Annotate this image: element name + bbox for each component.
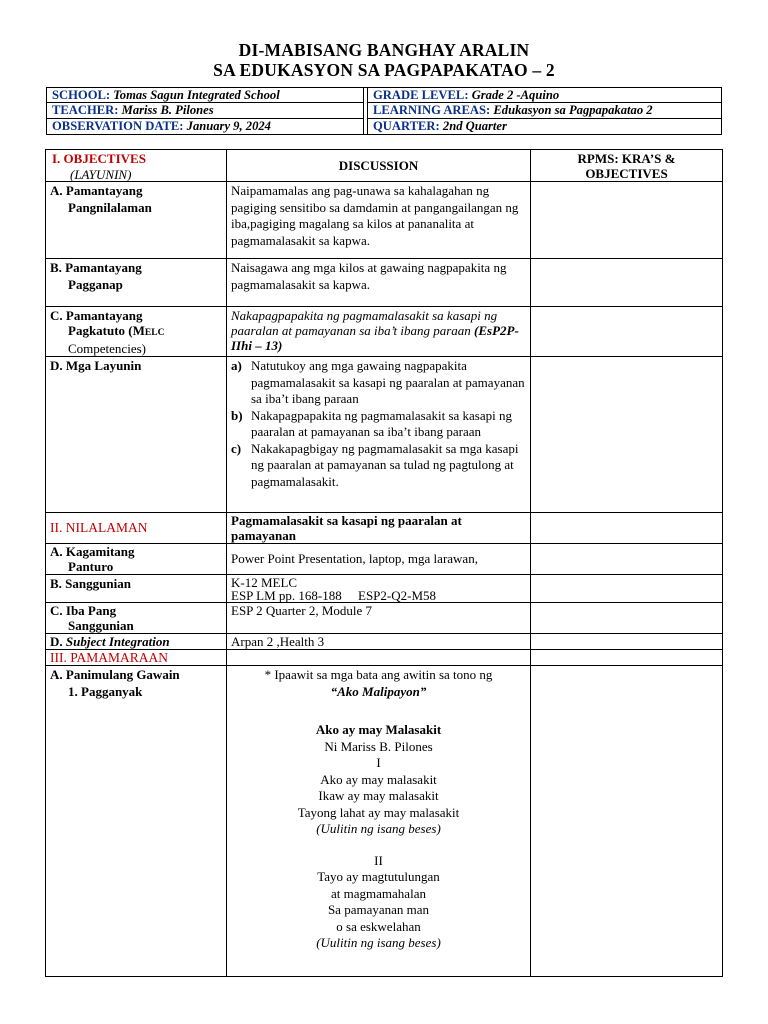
panimulang-label-2: 1. Pagganyak — [68, 683, 143, 699]
nilalaman-label-cell — [46, 513, 227, 544]
verse-2-line: Sa pamayanan man — [327, 902, 430, 917]
verse-1-line: Tayong lahat ay may malasakit — [297, 804, 460, 820]
objectives-header-cell — [46, 150, 227, 182]
pagkatuto-text: Nakapagpapakita ng pagmamalasakit sa kasapi ng paaralan at pamayanan sa iba’t ibang paraan — [231, 308, 498, 338]
table-header-row — [46, 150, 723, 182]
rpms-cell — [531, 544, 723, 575]
layunin-subheader: (LAYUNIN) — [70, 166, 132, 182]
pagkatuto-label-3: Competencies) — [68, 341, 146, 356]
quarter-label: QUARTER: — [373, 118, 440, 133]
pangnilalaman-label-2: Pangnilalaman — [68, 199, 152, 215]
quarter-row — [368, 119, 722, 134]
info-right-column — [367, 88, 722, 134]
list-item-marker: a) — [231, 358, 242, 373]
rpms-cell — [531, 307, 723, 357]
sanggunian-text-2: ESP LM pp. 168-188 ESP2-Q2-M58 — [231, 588, 437, 603]
table-row — [46, 357, 723, 513]
list-item — [231, 358, 526, 408]
date-value: January 9, 2024 — [186, 118, 271, 133]
pangnilalaman-label-cell — [46, 182, 227, 259]
rpms-cell — [531, 634, 723, 650]
rpms-cell — [531, 666, 723, 977]
areas-row — [368, 103, 722, 118]
verse-2-line: o sa eskwelahan — [336, 918, 421, 934]
layunin-list — [231, 358, 526, 490]
verse-1-repeat: (Uulitin ng isang beses) — [316, 821, 441, 836]
rpms-header-line-1: RPMS: KRA’S & — [577, 151, 676, 166]
table-row — [46, 634, 723, 650]
integration-label-cell — [46, 634, 227, 650]
table-row — [46, 513, 723, 544]
sanggunian-label: B. Sanggunian — [46, 575, 227, 603]
pagganap-label-cell — [46, 259, 227, 307]
rpms-header-line-2: OBJECTIVES — [585, 166, 668, 181]
areas-value: Edukasyon sa Pagpapakatao 2 — [493, 103, 653, 118]
rpms-cell — [531, 259, 723, 307]
pagkatuto-label-2b: ELC — [144, 328, 165, 338]
info-box — [46, 87, 722, 135]
table-row — [46, 307, 723, 357]
teacher-label: TEACHER: — [52, 103, 119, 118]
layunin-label: D. Mga Layunin — [46, 357, 227, 513]
panimulang-label-1: A. Panimulang Gawain — [50, 667, 180, 682]
verse-1-line: Ako ay may malasakit — [320, 771, 437, 787]
iba-pang-label-2: Sanggunian — [68, 617, 134, 633]
list-item-text: Nakapagpapakita ng pagmamalasakit sa kasapi ng paaralan at pamayanan sa iba’t ibang paraan — [251, 407, 512, 439]
rpms-cell — [531, 513, 723, 544]
pagkatuto-label-2: Pagkatuto (M — [68, 323, 145, 338]
kagamitan-label-2: Panturo — [68, 558, 114, 574]
verse-2-line: at magmamahalan — [331, 885, 426, 901]
verse-1-number: I — [376, 755, 381, 770]
iba-pang-label-1: C. Iba Pang — [50, 603, 117, 618]
list-item — [231, 408, 526, 441]
pamamaraan-label-cell — [46, 650, 227, 666]
table-row — [46, 650, 723, 666]
iba-pang-text: ESP 2 Quarter 2, Module 7 — [227, 603, 531, 634]
pamamaraan-empty-cell — [227, 650, 531, 666]
pagganap-label-2: Pagganap — [68, 276, 123, 292]
verse-2-repeat: (Uulitin ng isang beses) — [316, 935, 441, 950]
song-title: Ako ay may Malasakit — [315, 722, 442, 737]
pamamaraan-label: III. PAMAMARAAN — [50, 650, 169, 665]
rpms-cell — [531, 182, 723, 259]
date-row — [47, 119, 363, 134]
table-row — [46, 182, 723, 259]
school-label: SCHOOL: — [52, 88, 111, 102]
pagkatuto-label-1: C. Pamantayang — [50, 308, 143, 323]
kagamitan-label-cell — [46, 544, 227, 575]
table-row — [46, 259, 723, 307]
list-item-text: Natutukoy ang mga gawaing nagpapakita pagmamalasakit sa kasapi ng paaralan at pamayanan sa iba’t ibang paraan — [251, 358, 525, 406]
document-title-line-2: SA EDUKASYON SA PAGPAPAKATAO – 2 — [213, 60, 555, 80]
table-row — [46, 575, 723, 603]
date-label: OBSERVATION DATE: — [52, 118, 184, 133]
pagkatuto-code: (EsP2P- IIhi – 13) — [231, 323, 519, 353]
verse-1-line: Ikaw ay may malasakit — [318, 788, 439, 803]
rpms-cell — [531, 575, 723, 603]
teacher-row — [47, 103, 363, 118]
lesson-plan-table — [45, 149, 723, 977]
grade-value: Grade 2 -Aquino — [471, 88, 560, 102]
rpms-cell — [531, 650, 723, 666]
table-row — [46, 666, 723, 977]
sanggunian-cell — [227, 575, 531, 603]
list-item-text: Nakakapagbigay ng pagmamalasakit sa mga kasapi ng paaralan at pamayanan sa tulad ng pagtulong at pagmamalasakit. — [251, 440, 519, 489]
school-value: Tomas Sagun Integrated School — [113, 88, 280, 102]
table-row — [46, 544, 723, 575]
integration-label-b: Subject Integration — [65, 634, 170, 649]
rpms-cell — [531, 603, 723, 634]
grade-row — [368, 88, 722, 103]
discussion-header: DISCUSSION — [227, 150, 531, 182]
list-item — [231, 441, 526, 491]
pagkatuto-label-2-wrap — [50, 323, 222, 341]
kagamitan-label-1: A. Kagamitang — [50, 544, 135, 559]
kagamitan-text: Power Point Presentation, laptop, mga larawan, — [227, 544, 531, 575]
list-item-marker: c) — [231, 440, 242, 456]
song-tune: “Ako Malipayon” — [330, 683, 427, 699]
objectives-header: I. OBJECTIVES — [52, 151, 146, 166]
verse-2-number: II — [374, 852, 383, 868]
song-cell — [227, 666, 531, 977]
quarter-value: 2nd Quarter — [442, 118, 507, 133]
rpms-cell — [531, 357, 723, 513]
areas-label: LEARNING AREAS: — [373, 103, 491, 118]
sanggunian-text-1: K-12 MELC — [231, 575, 298, 590]
list-item-marker: b) — [231, 407, 243, 423]
integration-label-a: D. — [50, 634, 63, 649]
pagganap-label-1: B. Pamantayang — [50, 260, 142, 275]
rpms-header-cell — [531, 150, 723, 182]
info-left-column — [47, 88, 364, 134]
pangnilalaman-label-1: A. Pamantayang — [50, 183, 143, 198]
song-intro: * Ipaawit sa mga bata ang awitin sa tono ng — [264, 667, 493, 682]
document-title-line-1: DI-MABISANG BANGHAY ARALIN — [238, 40, 530, 60]
pangnilalaman-text: Naipamamalas ang pag-unawa sa kahalagahan ng pagiging sensitibo sa damdamin at pangangailangan ng iba,pagiging magalang sa kilos at pananalita at pagmamalasakit sa kapwa. — [227, 182, 531, 259]
teacher-value: Mariss B. Pilones — [121, 103, 214, 118]
grade-label: GRADE LEVEL: — [373, 88, 469, 102]
panimulang-label-cell — [46, 666, 227, 977]
nilalaman-label: II. NILALAMAN — [50, 520, 148, 536]
table-row — [46, 603, 723, 634]
school-row — [47, 88, 363, 103]
integration-text: Arpan 2 ,Health 3 — [227, 634, 531, 650]
iba-pang-label-cell — [46, 603, 227, 634]
pagganap-text: Naisagawa ang mga kilos at gawaing nagpapakita ng pagmamalasakit sa kapwa. — [227, 259, 531, 307]
nilalaman-text: Pagmamalasakit sa kasapi ng paaralan at pamayanan — [227, 513, 531, 544]
verse-2-line: Tayo ay magtutulungan — [317, 869, 440, 884]
song-author: Ni Mariss B. Pilones — [324, 738, 433, 754]
pagkatuto-label-cell — [46, 307, 227, 357]
pagkatuto-cell — [227, 307, 531, 357]
layunin-list-cell — [227, 357, 531, 513]
